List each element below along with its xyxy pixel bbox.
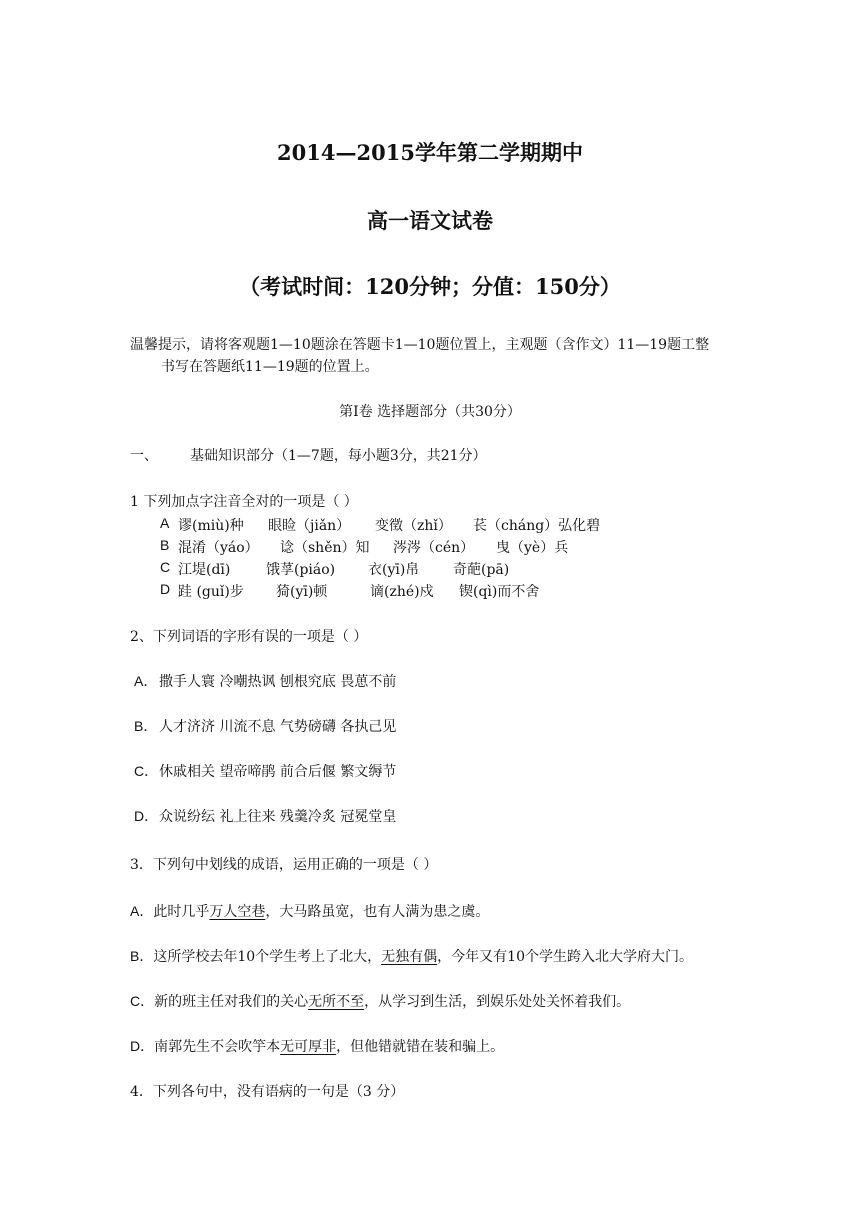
q1-option-item: 跬 (guǐ)步: [178, 584, 244, 600]
q1-stem: 1 下列加点字注音全对的一项是（ ）: [130, 494, 358, 510]
section-number: 一、: [130, 448, 158, 464]
q1-option-item: 江堤(dī): [178, 562, 231, 578]
q1-option-item: 锲(qì)而不舍: [459, 584, 540, 600]
q3-stem: 3．下列句中划线的成语，运用正确的一项是（ ）: [130, 857, 438, 873]
notice-line1: 温馨提示，请将客观题1—10题涂在答题卡1—10题位置上，主观题（含作文）11—19题工整: [130, 337, 710, 353]
q1-option-item: 谬(miù)种: [178, 518, 244, 534]
underlined-idiom: 无所不至: [308, 994, 365, 1010]
option-text-pre: 这所学校去年10个学生考上了北大，: [153, 949, 382, 965]
q1-option-item: 涔涔（cén）: [393, 540, 475, 556]
option-label: A．: [130, 903, 154, 919]
option-label: B．: [134, 718, 158, 734]
q3-option: [130, 1036, 504, 1056]
exam-title-line1: 2014—2015学年第二学期期中: [277, 140, 583, 165]
q2-stem: 2、下列词语的字形有误的一项是（ ）: [130, 629, 368, 645]
option-text-post: ，从学习到生活，到娱乐处处关怀着我们。: [364, 994, 631, 1010]
option-text: 众说纷纭 礼上往来 残羹冷炙 冠冕堂皇: [159, 809, 397, 825]
q1-option-item: 猗(yī)顿: [276, 584, 328, 600]
notice-line2: 书写在答题纸11—19题的位置上。: [161, 359, 379, 375]
part1-title: 第Ⅰ卷 选择题部分（共30分）: [339, 404, 521, 420]
exam-title-line2: 高一语文试卷: [367, 208, 493, 233]
option-text: 人才济济 川流不息 气势磅礴 各执己见: [159, 719, 397, 735]
option-text-post: ，大马路虽宽，也有人满为患之虞。: [265, 904, 490, 920]
q1-option-label: B: [160, 537, 170, 553]
q4-stem: 4．下列各句中，没有语病的一句是（3 分）: [130, 1084, 405, 1100]
q1-option-item: 饿莩(piáo): [266, 562, 336, 578]
q3-option: [130, 991, 630, 1011]
option-text-post: ，今年又有10个学生跨入北大学府大门。: [437, 949, 693, 965]
option-text: 休戚相关 望帝啼鹃 前合后偃 繁文缛节: [159, 764, 397, 780]
q1-option-item: 谪(zhé)戍: [370, 584, 434, 600]
option-text-pre: 新的班主任对我们的关心: [154, 994, 309, 1010]
q1-option-item: 混淆（yáo）: [178, 540, 259, 556]
section-title: 基础知识部分（1—7题，每小题3分，共21分）: [190, 448, 487, 464]
q1-option-label: D: [160, 581, 171, 597]
underlined-idiom: 无独有偶: [381, 949, 438, 965]
option-label: C．: [130, 993, 155, 1009]
option-label: B．: [130, 948, 154, 964]
q3-option: [130, 901, 489, 921]
option-label: D．: [134, 808, 159, 824]
q1-option-label: C: [160, 559, 171, 575]
q1-option-item: 谂（shěn）知: [280, 540, 370, 556]
option-text-pre: 南郭先生不会吹竽本: [154, 1039, 281, 1055]
option-label: D．: [130, 1038, 155, 1054]
q1-option-item: 衣(yī)帛: [368, 562, 420, 578]
option-label: C．: [134, 763, 159, 779]
q1-option-item: 奇葩(pā): [453, 562, 510, 578]
underlined-idiom: 无可厚非: [280, 1039, 337, 1055]
q1-option-item: 苌（cháng）弘化碧: [473, 518, 601, 534]
exam-info: （考试时间：120分钟；分值：150分）: [239, 274, 621, 299]
option-text: 撒手人寰 冷嘲热讽 刨根究底 畏葸不前: [159, 674, 397, 690]
q1-option-item: 变徵（zhǐ）: [375, 518, 452, 534]
option-label: A．: [134, 673, 158, 689]
q1-option-label: A: [160, 515, 170, 531]
q1-option-item: 眼睑（jiǎn）: [268, 518, 351, 534]
option-text-post: ，但他错就错在装和骗上。: [336, 1039, 505, 1055]
q3-option: [130, 946, 693, 966]
underlined-idiom: 万人空巷: [209, 904, 266, 920]
q1-option-item: 曳（yè）兵: [496, 540, 569, 556]
option-text-pre: 此时几乎: [153, 904, 210, 920]
